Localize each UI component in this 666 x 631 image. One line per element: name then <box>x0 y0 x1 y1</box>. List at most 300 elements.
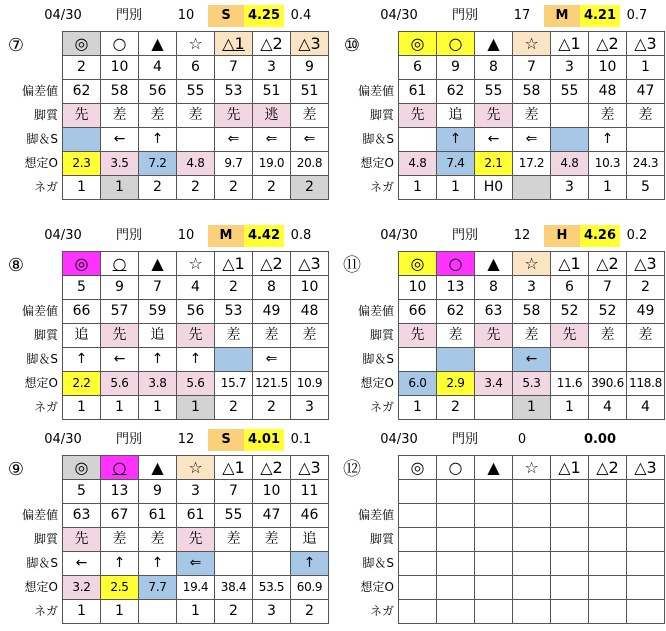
horses-row <box>399 480 665 504</box>
speed-cell <box>253 552 291 576</box>
horse-number-cell: 6 <box>399 56 437 80</box>
negative-cell: 1 <box>177 396 215 420</box>
deviation-cell <box>399 504 437 528</box>
horses-row <box>63 56 329 80</box>
negative-cell: 3 <box>551 176 589 200</box>
mark-cell: △2 <box>253 456 291 480</box>
speed-cell <box>215 552 253 576</box>
mark-cell: △1 <box>551 32 589 56</box>
speed-cell <box>627 128 665 152</box>
running-style-cell: 差 <box>291 104 329 128</box>
negative-cell: 3 <box>253 600 291 624</box>
mark-cell: △3 <box>627 252 665 276</box>
running-style-cell: 差 <box>101 104 139 128</box>
race-date: 04/30 <box>44 228 82 243</box>
odds-cell: 4.8 <box>551 152 589 176</box>
row-label: 想定O <box>360 156 394 170</box>
race-grade: S <box>208 5 244 27</box>
speed-cell: ⇐ <box>215 128 253 152</box>
horse-number-cell: 9 <box>101 276 139 300</box>
speed-cell <box>589 552 627 576</box>
horse-number-cell: 8 <box>475 56 513 80</box>
mark-cell: △1 <box>215 32 253 56</box>
speed-cell: ⇐ <box>513 128 551 152</box>
row-label: 脚質 <box>369 328 394 342</box>
runner-count: 0 <box>517 432 527 447</box>
horse-number-cell: 10 <box>253 480 291 504</box>
runner-count: 10 <box>177 228 195 243</box>
mark-cell: ▲ <box>475 252 513 276</box>
speed-cell: ⇐ <box>253 348 291 372</box>
negative-cell: 1 <box>101 600 139 624</box>
horse-number-cell: 3 <box>253 56 291 80</box>
deviation-cell: 55 <box>551 80 589 104</box>
deviation-cell: 48 <box>291 300 329 324</box>
venue-label: 門別 <box>451 228 478 243</box>
score-diff: 0.7 <box>626 8 648 23</box>
negative-cell: 1 <box>139 396 177 420</box>
score-diff: 0.1 <box>290 432 312 447</box>
negative-cell <box>475 396 513 420</box>
row-label: 脚質 <box>33 328 58 342</box>
running-style-cell: 差 <box>215 528 253 552</box>
deviation-cell: 49 <box>253 300 291 324</box>
marks-row <box>63 32 329 56</box>
horse-number-cell: 2 <box>215 276 253 300</box>
deviation-cell: 58 <box>513 80 551 104</box>
speed-cell: ← <box>513 348 551 372</box>
race-header <box>336 222 666 248</box>
speed-cell: ↑ <box>291 552 329 576</box>
runner-count: 17 <box>513 8 531 23</box>
negative-cell: 2 <box>177 176 215 200</box>
race-date: 04/30 <box>44 8 82 23</box>
score-diff: 0.8 <box>290 228 312 243</box>
horse-number-cell: 7 <box>215 480 253 504</box>
negative-cell <box>475 600 513 624</box>
running-style-cell: 先 <box>399 104 437 128</box>
horses-row <box>63 276 329 300</box>
horse-number-cell <box>551 480 589 504</box>
speed-cell <box>399 552 437 576</box>
race-panel <box>0 222 330 427</box>
odds-cell: 60.9 <box>291 576 329 600</box>
mark-cell: ◎ <box>399 456 437 480</box>
race-panel <box>336 426 666 631</box>
speed-cell: ↑ <box>139 348 177 372</box>
odds-cell: 2.1 <box>475 152 513 176</box>
deviation-cell: 56 <box>139 80 177 104</box>
running-style-cell: 先 <box>475 324 513 348</box>
odds-cell <box>513 576 551 600</box>
mark-cell: ☆ <box>177 32 215 56</box>
deviation-cell: 55 <box>215 504 253 528</box>
nega-row <box>63 396 329 420</box>
mark-cell: △3 <box>627 32 665 56</box>
row-label: 脚質 <box>369 108 394 122</box>
speed-cell <box>215 348 253 372</box>
speed-cell: ← <box>475 128 513 152</box>
dev-row <box>63 80 329 104</box>
marks-row <box>399 32 665 56</box>
negative-cell: 1 <box>437 176 475 200</box>
mark-cell: ▲ <box>475 456 513 480</box>
horse-number-cell: 4 <box>139 56 177 80</box>
negative-cell <box>551 600 589 624</box>
nega-row <box>399 176 665 200</box>
race-score: 4.42 <box>244 225 284 247</box>
horse-number-cell: 9 <box>139 480 177 504</box>
race-header <box>0 426 330 452</box>
mark-cell: ☆ <box>513 456 551 480</box>
row-label: 脚質 <box>369 532 394 546</box>
deviation-cell <box>475 504 513 528</box>
horse-number-cell: 10 <box>291 276 329 300</box>
odds-cell: 38.4 <box>215 576 253 600</box>
mark-cell: △1 <box>551 456 589 480</box>
odds-row <box>399 372 665 396</box>
horse-number-cell: 3 <box>513 276 551 300</box>
dev-row <box>399 80 665 104</box>
odds-cell: 17.2 <box>513 152 551 176</box>
negative-cell <box>589 600 627 624</box>
nega-row <box>399 600 665 624</box>
odds-row <box>63 152 329 176</box>
mark-cell: △1 <box>215 252 253 276</box>
row-label: 偏差値 <box>21 84 58 98</box>
nega-row <box>63 600 329 624</box>
horse-number-cell: 6 <box>551 276 589 300</box>
deviation-cell: 52 <box>589 300 627 324</box>
nega-row <box>399 396 665 420</box>
negative-cell <box>513 600 551 624</box>
negative-cell <box>627 600 665 624</box>
deviation-cell <box>513 504 551 528</box>
negative-cell: 1 <box>589 176 627 200</box>
row-label: 偏差値 <box>357 508 394 522</box>
race-grade: H <box>544 225 580 247</box>
deviation-cell: 61 <box>139 504 177 528</box>
speed-cell <box>551 348 589 372</box>
speed-cell <box>551 128 589 152</box>
horse-number-cell: 9 <box>437 56 475 80</box>
negative-cell: 1 <box>399 176 437 200</box>
mark-cell: △2 <box>253 252 291 276</box>
race-panel <box>336 2 666 207</box>
negative-cell: H0 <box>475 176 513 200</box>
runner-count: 12 <box>513 228 531 243</box>
odds-cell: 121.5 <box>253 372 291 396</box>
race-number: ⑫ <box>343 459 361 480</box>
odds-cell: 5.6 <box>177 372 215 396</box>
row-label: 想定O <box>360 580 394 594</box>
dev-row <box>399 300 665 324</box>
mark-cell: ◎ <box>399 32 437 56</box>
horse-number-cell: 10 <box>399 276 437 300</box>
horses-row <box>399 276 665 300</box>
prediction-grid <box>62 31 329 200</box>
running-style-cell: 差 <box>215 324 253 348</box>
running-style-cell: 差 <box>253 528 291 552</box>
odds-cell: 2.9 <box>437 372 475 396</box>
running-style-cell: 差 <box>177 104 215 128</box>
venue-label: 門別 <box>115 228 142 243</box>
odds-cell: 7.4 <box>437 152 475 176</box>
odds-cell: 390.6 <box>589 372 627 396</box>
prediction-grid <box>62 455 329 624</box>
horse-number-cell: 7 <box>513 56 551 80</box>
negative-cell <box>139 600 177 624</box>
style-row <box>399 324 665 348</box>
speed-cell <box>627 348 665 372</box>
negative-cell <box>437 600 475 624</box>
race-number: ⑦ <box>7 35 25 56</box>
race-header <box>0 2 330 28</box>
speed-cell <box>291 348 329 372</box>
speed-cell <box>399 128 437 152</box>
mark-cell: △3 <box>291 32 329 56</box>
race-grade: M <box>544 5 580 27</box>
odds-row <box>399 576 665 600</box>
row-label: 想定O <box>360 376 394 390</box>
odds-cell: 11.6 <box>551 372 589 396</box>
marks-row <box>399 456 665 480</box>
horse-number-cell: 5 <box>63 480 101 504</box>
race-score: 4.01 <box>244 429 284 451</box>
running-style-cell: 逃 <box>253 104 291 128</box>
running-style-cell: 追 <box>139 324 177 348</box>
mark-cell: ◎ <box>63 32 101 56</box>
odds-cell <box>551 576 589 600</box>
deviation-cell: 63 <box>475 300 513 324</box>
mark-cell: ○ <box>437 456 475 480</box>
mark-cell: ☆ <box>177 252 215 276</box>
score-diff: 0.4 <box>290 8 312 23</box>
running-style-cell: 差 <box>101 528 139 552</box>
race-score: 4.26 <box>580 225 620 247</box>
race-number: ⑨ <box>7 459 25 480</box>
odds-cell <box>399 576 437 600</box>
odds-cell: 4.8 <box>177 152 215 176</box>
horse-number-cell: 2 <box>627 276 665 300</box>
running-style-cell: 差 <box>513 324 551 348</box>
deviation-cell: 47 <box>627 80 665 104</box>
horse-number-cell: 8 <box>475 276 513 300</box>
venue-label: 門別 <box>451 8 478 23</box>
running-style-cell: 先 <box>215 104 253 128</box>
mark-cell: ○ <box>101 32 139 56</box>
speed-cell <box>437 348 475 372</box>
speed-cell <box>63 128 101 152</box>
race-header <box>0 222 330 248</box>
horse-number-cell <box>437 480 475 504</box>
horses-row <box>63 480 329 504</box>
running-style-cell: 先 <box>177 528 215 552</box>
speed-cell <box>475 552 513 576</box>
odds-cell: 19.4 <box>177 576 215 600</box>
row-label: ネガ <box>369 400 394 414</box>
mark-cell: ○ <box>437 252 475 276</box>
mark-cell: △3 <box>627 456 665 480</box>
speed-cell: ⇐ <box>253 128 291 152</box>
deviation-cell <box>437 504 475 528</box>
mark-cell: △2 <box>589 32 627 56</box>
speed-cell: ↑ <box>63 348 101 372</box>
running-style-cell: 先 <box>475 104 513 128</box>
horse-number-cell: 11 <box>291 480 329 504</box>
row-label: ネガ <box>33 180 58 194</box>
odds-cell: 5.3 <box>513 372 551 396</box>
odds-cell: 118.8 <box>627 372 665 396</box>
negative-cell: 1 <box>513 396 551 420</box>
score-diff: 0.2 <box>626 228 648 243</box>
negative-cell: 1 <box>551 396 589 420</box>
speed-cell: ← <box>101 128 139 152</box>
odds-cell: 9.7 <box>215 152 253 176</box>
race-date: 04/30 <box>380 8 418 23</box>
mark-cell: ▲ <box>475 32 513 56</box>
race-panel <box>336 222 666 427</box>
running-style-cell <box>627 528 665 552</box>
running-style-cell: 先 <box>63 528 101 552</box>
running-style-cell <box>399 528 437 552</box>
race-panel <box>0 426 330 631</box>
horse-number-cell: 8 <box>253 276 291 300</box>
deviation-cell: 58 <box>513 300 551 324</box>
speed-cell: ↑ <box>589 128 627 152</box>
row-label: 偏差値 <box>357 304 394 318</box>
race-number: ⑩ <box>343 35 361 56</box>
deviation-cell: 47 <box>253 504 291 528</box>
negative-cell: 3 <box>291 396 329 420</box>
race-date: 04/30 <box>380 432 418 447</box>
row-label: 偏差値 <box>357 84 394 98</box>
mark-cell: ○ <box>101 456 139 480</box>
negative-cell: 1 <box>101 176 139 200</box>
negative-cell: 2 <box>437 396 475 420</box>
style-row <box>63 324 329 348</box>
negative-cell: 1 <box>63 600 101 624</box>
odds-cell: 19.0 <box>253 152 291 176</box>
running-style-cell: 差 <box>291 324 329 348</box>
horse-number-cell <box>627 480 665 504</box>
speed-cell: ↑ <box>437 128 475 152</box>
race-date: 04/30 <box>380 228 418 243</box>
speed-cell <box>627 552 665 576</box>
speed-cell <box>399 348 437 372</box>
horse-number-cell: 1 <box>627 56 665 80</box>
prediction-grid <box>62 251 329 420</box>
style-row <box>399 528 665 552</box>
row-label: ネガ <box>33 400 58 414</box>
race-score: 0.00 <box>583 432 617 447</box>
horse-number-cell: 13 <box>437 276 475 300</box>
running-style-cell: 差 <box>253 324 291 348</box>
odds-row <box>63 576 329 600</box>
odds-cell: 2.2 <box>63 372 101 396</box>
odds-cell <box>589 576 627 600</box>
horse-number-cell <box>399 480 437 504</box>
speed-row <box>399 348 665 372</box>
mark-cell: △2 <box>253 32 291 56</box>
deviation-cell: 61 <box>399 80 437 104</box>
speed-cell <box>589 348 627 372</box>
dev-row <box>63 300 329 324</box>
odds-cell: 6.0 <box>399 372 437 396</box>
venue-label: 門別 <box>451 432 478 447</box>
dev-row <box>63 504 329 528</box>
negative-cell: 1 <box>399 396 437 420</box>
race-grade: M <box>208 225 244 247</box>
odds-cell: 3.4 <box>475 372 513 396</box>
row-label: 脚＆S <box>26 352 58 366</box>
deviation-cell: 55 <box>177 80 215 104</box>
negative-cell: 2 <box>215 600 253 624</box>
marks-row <box>399 252 665 276</box>
row-label: 脚質 <box>33 108 58 122</box>
odds-cell: 10.9 <box>291 372 329 396</box>
deviation-cell: 62 <box>63 80 101 104</box>
horse-number-cell: 7 <box>589 276 627 300</box>
speed-cell <box>177 128 215 152</box>
running-style-cell: 差 <box>139 104 177 128</box>
odds-cell: 20.8 <box>291 152 329 176</box>
speed-cell: ↑ <box>101 552 139 576</box>
negative-cell: 2 <box>215 396 253 420</box>
horse-number-cell <box>513 480 551 504</box>
odds-cell <box>437 576 475 600</box>
row-label: 脚＆S <box>362 352 394 366</box>
horse-number-cell: 7 <box>139 276 177 300</box>
deviation-cell: 66 <box>399 300 437 324</box>
horse-number-cell: 3 <box>177 480 215 504</box>
odds-cell <box>475 576 513 600</box>
odds-cell: 53.5 <box>253 576 291 600</box>
horse-number-cell: 5 <box>63 276 101 300</box>
horse-number-cell: 13 <box>101 480 139 504</box>
running-style-cell: 追 <box>63 324 101 348</box>
race-number: ⑧ <box>7 255 25 276</box>
marks-row <box>63 252 329 276</box>
style-row <box>63 104 329 128</box>
horse-number-cell: 10 <box>589 56 627 80</box>
negative-cell: 2 <box>253 176 291 200</box>
negative-cell: 1 <box>63 396 101 420</box>
negative-cell: 2 <box>253 396 291 420</box>
row-label: 脚＆S <box>362 132 394 146</box>
speed-row <box>63 128 329 152</box>
horse-number-cell: 4 <box>177 276 215 300</box>
mark-cell: ▲ <box>139 456 177 480</box>
speed-row <box>63 552 329 576</box>
running-style-cell: 差 <box>589 324 627 348</box>
mark-cell: ◎ <box>63 252 101 276</box>
row-label: ネガ <box>33 604 58 618</box>
prediction-grid <box>398 31 665 200</box>
deviation-cell: 62 <box>437 300 475 324</box>
odds-cell: 3.2 <box>63 576 101 600</box>
deviation-cell: 46 <box>291 504 329 528</box>
deviation-cell: 63 <box>63 504 101 528</box>
running-style-cell: 差 <box>513 104 551 128</box>
mark-cell: △3 <box>291 252 329 276</box>
running-style-cell <box>513 528 551 552</box>
odds-row <box>399 152 665 176</box>
style-row <box>399 104 665 128</box>
deviation-cell: 57 <box>101 300 139 324</box>
row-label: 想定O <box>24 156 58 170</box>
marks-row <box>63 456 329 480</box>
